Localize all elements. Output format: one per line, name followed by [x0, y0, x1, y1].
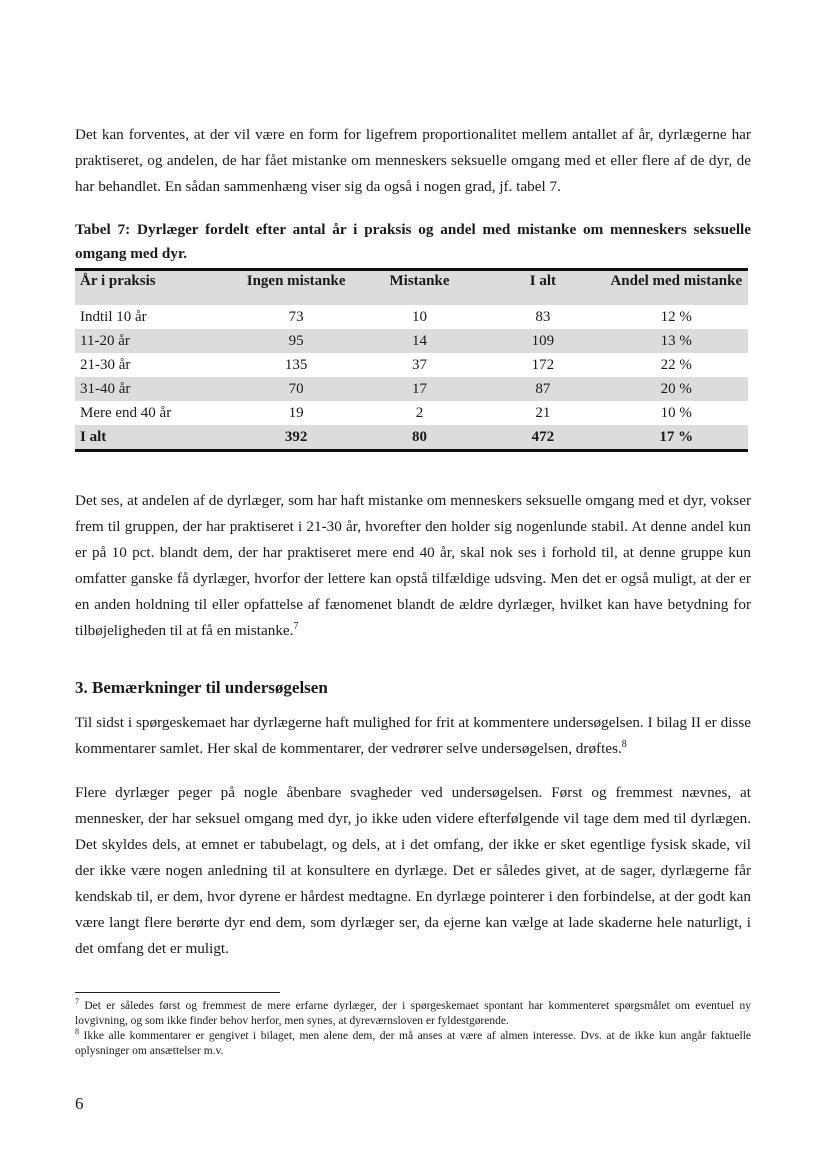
cell-total: 172 [531, 356, 555, 373]
data-table [75, 268, 748, 452]
total-total: 472 [481, 425, 604, 451]
cell-no-suspicion: 19 [288, 404, 304, 421]
document-page [75, 122, 751, 1059]
total-suspicion: 80 [358, 425, 481, 451]
section-heading: 3. Bemærkninger til undersøgelsen [75, 678, 328, 697]
cell-years: Mere end 40 år [80, 404, 172, 421]
cell-no-suspicion: 135 [284, 356, 308, 373]
cell-share: 13 % [605, 329, 748, 353]
footnote-divider [75, 992, 280, 993]
cell-years: 21-30 år [80, 356, 131, 373]
cell-suspicion: 17 [358, 377, 481, 401]
cell-share: 20 % [605, 377, 748, 401]
after-table-text: Det ses, at andelen af de dyrlæger, som har haft mistanke om menneskers seksuelle omgang med et dyr, vokser frem til gruppen, der har praktiseret i 21-30 år, hvorefter den holder sig nogenlunde stabil. At denne andel kun er på 10 pct. blandt dem, der har praktiseret mere end 40 år, skal nok ses i forhold til, at denne gruppe kun omfatter ganske få dyrlæger, hvorfor der lettere kan opstå tilfældige udsving. Men det er også muligt, at der er en anden holdning til eller opfattelse af fænomenet blandt de ældre dyrlæger, hvilket kan have betydning for tilbøjeligheden til at få en mistanke. [75, 492, 751, 639]
table-row [75, 377, 748, 401]
cell-no-suspicion: 95 [234, 329, 357, 353]
total-label: I alt [75, 425, 234, 451]
footnote-7 [75, 999, 751, 1029]
table-total-row [75, 425, 748, 451]
after-table-paragraph [75, 488, 751, 644]
table-caption: Tabel 7: Dyrlæger fordelt efter antal år i praksis og andel med mistanke om menneskers seksuelle omgang med dyr. [75, 221, 751, 262]
header-suspicion: Mistanke [358, 270, 481, 306]
cell-total: 21 [535, 404, 551, 421]
footnote-number: 8 [75, 1027, 79, 1037]
cell-total: 109 [481, 329, 604, 353]
header-share: Andel med mistanke [605, 270, 748, 306]
header-no-suspicion: Ingen mistanke [234, 270, 357, 306]
cell-share: 12 % [660, 308, 692, 325]
header-years: År i praksis [75, 270, 234, 306]
footnote-number: 7 [75, 997, 79, 1007]
cell-years: 31-40 år [75, 377, 234, 401]
table-row [75, 353, 748, 377]
footnote-ref-8: 8 [621, 738, 627, 750]
cell-total: 87 [481, 377, 604, 401]
footnote-8 [75, 1029, 751, 1059]
total-share: 17 % [605, 425, 748, 451]
total-no-suspicion: 392 [234, 425, 357, 451]
cell-suspicion: 14 [358, 329, 481, 353]
footnote-ref-7: 7 [293, 620, 299, 632]
page-number: 6 [75, 1094, 84, 1113]
cell-suspicion: 10 [412, 308, 427, 325]
cell-years: Indtil 10 år [80, 308, 147, 325]
table-row [75, 329, 748, 353]
section-paragraph-2: Flere dyrlæger peger på nogle åbenbare svagheder ved undersøgelsen. Først og fremmest nævnes, at mennesker, der har seksuel omgang med dyr, jo ikke uden videre efterfølgende vil tage dem med til dyrlægen. Det skyldes dels, at emnet er tabubelagt, og dels, at i det omfang, der ikke er sket egentlige fysisk skade, vil der ikke være nogen anledning til at konsultere en dyrlæge. Det er således givet, at de sager, dyrlægerne får kendskab til, er dem, hvor dyrene er hårdest medtagne. En dyrlæge pointerer i den forbindelse, at der godt kan være langt flere berørte dyr end dem, som dyrlæger ser, da ejerne kan vælge at lade skaderne hele naturligt, i det omfang det er muligt. [75, 784, 751, 957]
section-paragraph-1-text: Til sidst i spørgeskemaet har dyrlægerne haft mulighed for frit at kommentere undersøgelsen. I bilag II er disse kommentarer samlet. Her skal de kommentarer, der vedrører selve undersøgelsen, drøftes. [75, 714, 751, 757]
footnote-text: Ikke alle kommentarer er gengivet i bilaget, men alene dem, der må anses at være af almen interesse. Dvs. at de ikke kun angår faktuelle oplysninger om ansættelser m.v. [75, 1030, 751, 1057]
table-row [75, 401, 748, 425]
footnote-text: Det er således først og fremmest de mere erfarne dyrlæger, der i spørgeskemaet spontant har kommenteret spørgsmålet om eventuel ny lovgivning, og som ikke finder behov herfor, men synes, at dyreværnsloven er fyldestgørende. [75, 1000, 751, 1027]
cell-suspicion: 37 [412, 356, 427, 373]
table-row [75, 305, 748, 329]
cell-share: 22 % [660, 356, 692, 373]
header-total: I alt [481, 270, 604, 306]
cell-total: 83 [535, 308, 551, 325]
table-header-row [75, 270, 748, 306]
intro-paragraph: Det kan forventes, at der vil være en form for ligefrem proportionalitet mellem antallet af år, dyrlægerne har praktiseret, og andelen, de har fået mistanke om menneskers seksuelle omgang med et eller flere af de dyr, de har behandlet. En sådan sammenhæng viser sig da også i nogen grad, jf. tabel 7. [75, 126, 751, 195]
cell-share: 10 % [660, 404, 692, 421]
cell-suspicion: 2 [415, 404, 424, 421]
section-paragraph-1 [75, 710, 751, 762]
cell-years: 11-20 år [75, 329, 234, 353]
cell-no-suspicion: 73 [288, 308, 304, 325]
cell-no-suspicion: 70 [234, 377, 357, 401]
